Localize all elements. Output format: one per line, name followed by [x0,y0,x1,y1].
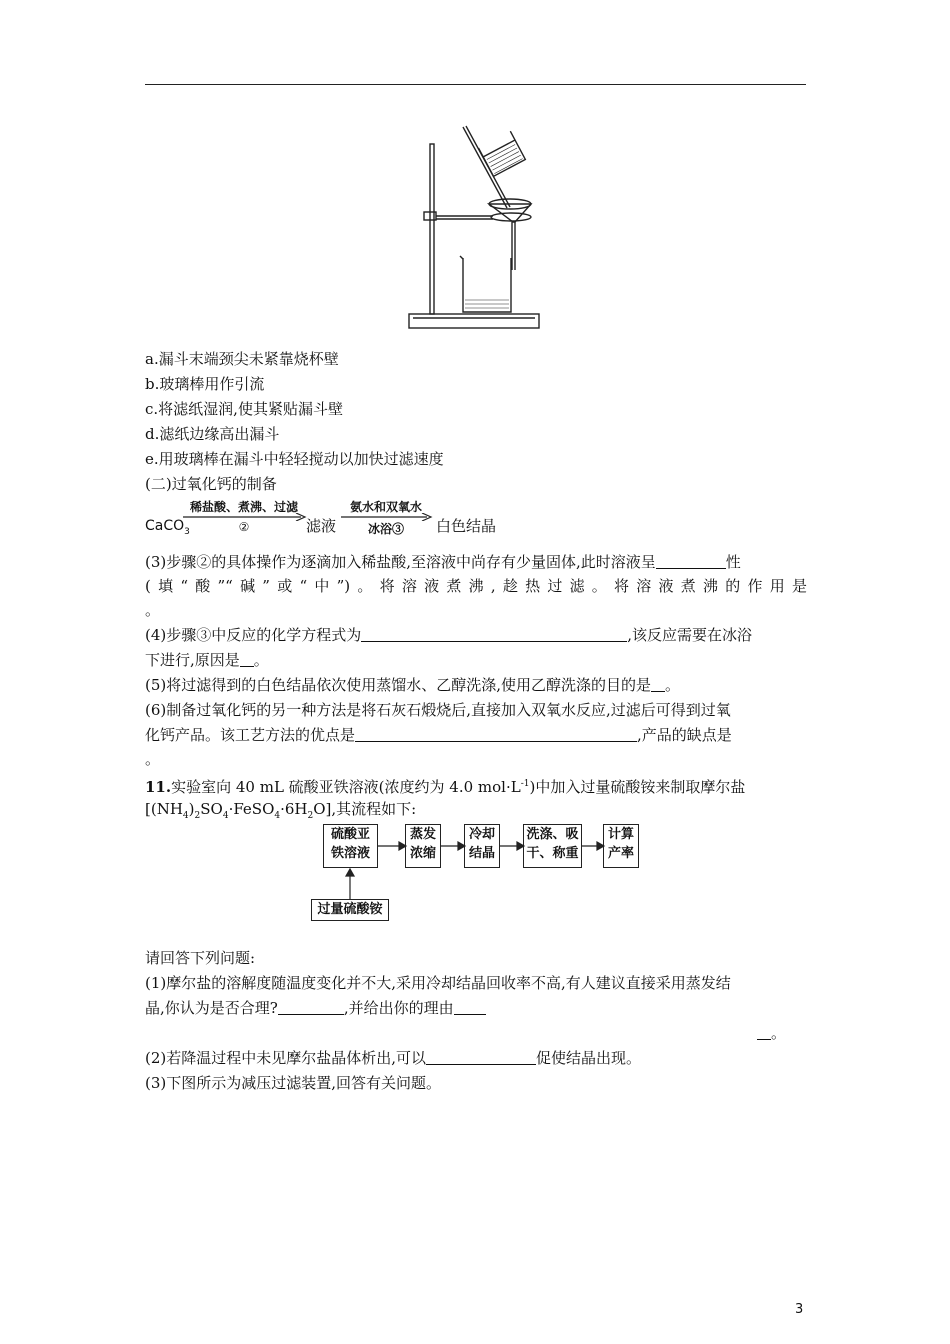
q11-p1-line2: 晶,你认为是否合理? ,并给出你的理由 [145,998,807,1018]
q3-line2: (填“酸”“碱”或“中”)。将溶液煮沸,趁热过滤。将溶液煮沸的作用是 [145,577,807,595]
q4-blank1[interactable] [361,627,627,642]
intermediate: 滤液 [306,517,337,535]
flow-box-1: 硫酸亚 铁溶液 [323,824,378,868]
start-material-sub: 3 [184,526,190,537]
q11-line1: 11.实验室向 40 mL 硫酸亚铁溶液(浓度约为 4.0 $mol\cdot L^{-1}$)中加入过量硫酸铵来制取摩尔盐 [145,778,746,796]
flow-box-bottom: 过量硫酸铵 [311,899,389,921]
arrow2-bottom-label: 冰浴③ [367,522,404,536]
filtration-apparatus-figure [405,122,545,332]
q11-p1-blank1[interactable] [278,1000,344,1015]
q5-blank1[interactable] [651,677,665,692]
page-number: 3 [795,1302,804,1317]
q11-p2: (2)若降温过程中未见摩尔盐晶体析出,可以 促使结晶出现。 [145,1049,642,1067]
q11-number: 11. [145,778,172,796]
q3-line3: 。 [145,601,161,619]
q3-line1: (3)步骤②的具体操作为逐滴加入稀盐酸,至溶液中尚存有少量固体,此时溶液呈 性 [145,553,741,571]
q4-line2: 下进行,原因是 。 [145,651,269,669]
q11-line2: $[(NH_4)_2SO_4\cdot FeSO_4\cdot 6H_2O]$,其流程如下: [145,800,417,821]
arrow2-top-label: 氨水和双氧水 [349,500,422,514]
q4-blank2[interactable] [240,652,254,667]
q11-p2-blank[interactable] [426,1050,536,1065]
flow-arrows [300,820,650,930]
q11-p1-blank3[interactable] [757,1025,771,1040]
flow-box-3: 冷却 结晶 [464,824,500,868]
product: 白色结晶 [436,517,497,535]
q6-line2: 化钙产品。该工艺方法的优点是 ,产品的缺点是 [145,726,732,744]
flow-box-4: 洗涤、吸 干、称重 [523,824,582,868]
q4-line1: (4)步骤③中反应的化学方程式为 ,该反应需要在冰浴 [145,626,753,644]
stand-rod [430,144,434,314]
option-a: a.漏斗末端颈尖未紧靠烧杯壁 [145,350,339,368]
option-c: c.将滤纸湿润,使其紧贴漏斗壁 [145,400,343,418]
q11-p1-line3: 。 [757,1023,797,1043]
arrow1-top-label: 稀盐酸、煮沸、过滤 [189,500,298,514]
q11-p1-blank2[interactable] [454,1000,486,1015]
q5-line1: (5)将过滤得到的白色结晶依次使用蒸馏水、乙醇洗涤,使用乙醇洗涤的目的是 。 [145,676,681,694]
q6-blank1[interactable] [355,727,637,742]
q11-intro: 请回答下列问题: [145,949,256,967]
start-material: CaCO [145,518,185,534]
arrow1-bottom-label: ② [238,520,250,534]
header-rule [145,84,806,85]
q11-p1-line1: (1)摩尔盐的溶解度随温度变化并不大,采用冷却结晶回收率不高,有人建议直接采用蒸发结 [145,974,731,992]
option-d: d.滤纸边缘高出漏斗 [145,425,280,443]
flow-box-2: 蒸发 浓缩 [405,824,441,868]
option-b: b.玻璃棒用作引流 [145,375,265,393]
glass-rod [463,127,507,208]
option-e: e.用玻璃棒在漏斗中轻轻搅动以加快过滤速度 [145,450,444,468]
q6-line1: (6)制备过氧化钙的另一种方法是将石灰石煅烧后,直接加入双氧水反应,过滤后可得到过氧 [145,701,731,719]
stand-base [409,314,539,328]
q11-p3: (3)下图所示为减压过滤装置,回答有关问题。 [145,1074,442,1092]
flow-box-5: 计算 产率 [603,824,639,868]
q6-line3: 。 [145,750,161,768]
q3-blank1[interactable] [656,554,726,569]
section-heading: (二)过氧化钙的制备 [145,475,277,493]
